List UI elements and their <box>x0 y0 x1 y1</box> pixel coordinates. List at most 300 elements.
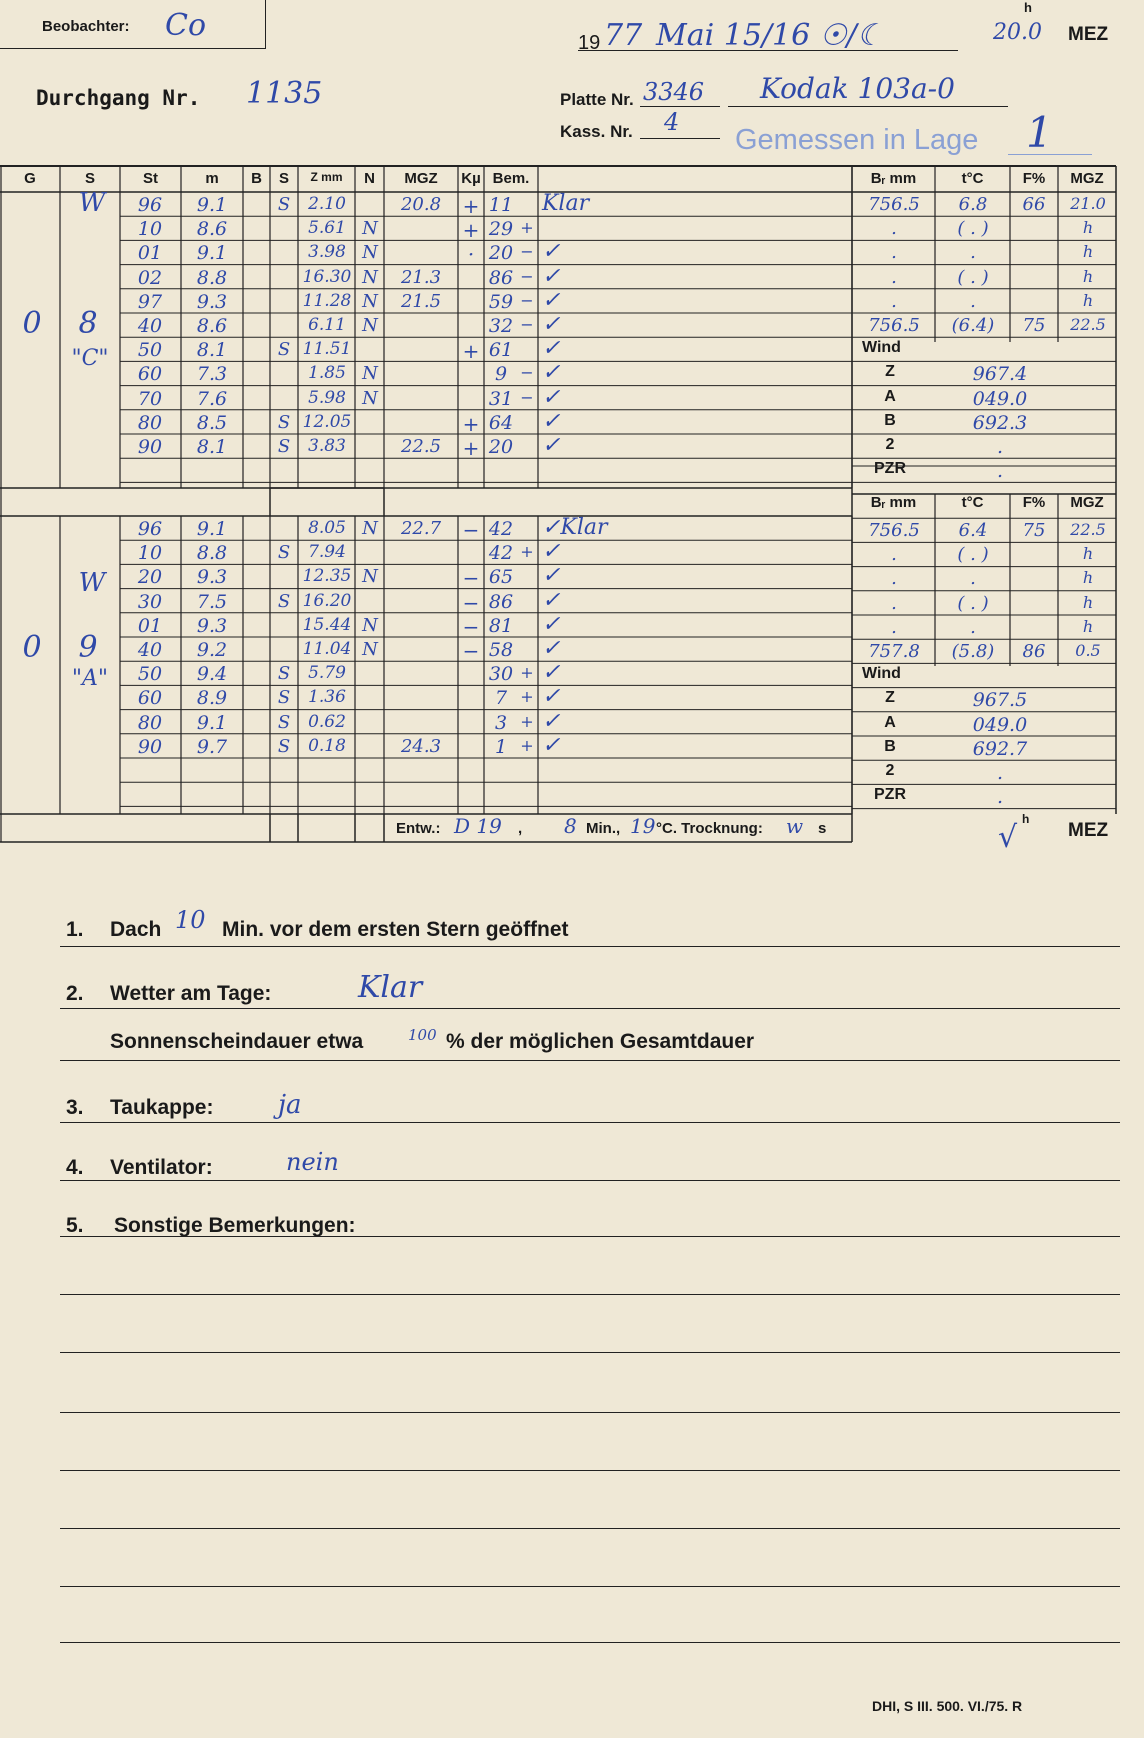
param-label-b: B <box>884 737 896 755</box>
z-value: 3.83 <box>308 436 346 456</box>
z-value: 7.94 <box>308 542 346 563</box>
wind-label: Wind <box>862 339 901 357</box>
s-flag: S <box>277 663 291 685</box>
col-header-5: B <box>251 170 262 187</box>
plate-value: 3346 <box>643 78 705 106</box>
param-label-a: A <box>884 713 896 731</box>
remark: ✓ <box>542 539 561 565</box>
remark: ✓ <box>542 408 561 434</box>
pressure: . <box>891 592 897 614</box>
b1-side-header-4: MGZ <box>1070 170 1104 187</box>
star-number: 80 <box>137 711 163 734</box>
temperature: ( . ) <box>957 592 989 614</box>
param-label-pzr: PZR <box>874 460 906 478</box>
temp-label: °C. Trocknung: <box>656 820 763 837</box>
remark: ✓ <box>542 587 561 613</box>
k-value: 11 <box>488 194 514 216</box>
weather-mgz: h <box>1082 290 1094 310</box>
pressure: 756.5 <box>868 315 920 336</box>
s-flag: S <box>277 194 291 215</box>
param-label-z: Z <box>885 363 895 381</box>
n-flag: N <box>362 363 378 385</box>
star-number: 10 <box>137 218 163 241</box>
remark: ✓ <box>542 660 561 686</box>
temperature: . <box>970 290 976 312</box>
entw-comma: , <box>518 820 523 837</box>
temperature: (5.8) <box>951 641 995 662</box>
magnitude: 9.4 <box>196 663 228 686</box>
col-header-2: S <box>84 170 95 187</box>
z-value: 2.10 <box>308 194 346 214</box>
w-marker: W <box>78 188 106 218</box>
k-value: 9 <box>494 363 508 386</box>
k-sign: − <box>462 639 480 663</box>
weather-mgz: h <box>1082 218 1094 238</box>
s-flag: S <box>277 411 291 433</box>
weather-mgz: h <box>1082 592 1094 612</box>
end-h: h <box>1022 812 1030 826</box>
remark: ✓ <box>542 684 561 710</box>
observer-label: Beobachter: <box>42 18 130 35</box>
note1-text: Min. vor dem ersten Stern geöffnet <box>222 918 569 941</box>
weather-mgz: h <box>1082 544 1094 564</box>
remark: ✓Klar <box>542 515 608 540</box>
star-number: 60 <box>137 363 163 386</box>
note-line-6 <box>60 1236 1120 1237</box>
magnitude: 8.9 <box>196 687 228 710</box>
note-line-11 <box>60 1528 1120 1529</box>
note-line-2 <box>60 1008 1120 1009</box>
remark: ✓ <box>542 287 561 313</box>
star-number: 80 <box>137 411 163 434</box>
weather-mgz: h <box>1082 242 1094 262</box>
star-number: 70 <box>137 387 163 410</box>
magnitude: 7.6 <box>196 387 228 410</box>
weather-mgz: 22.5 <box>1070 315 1106 334</box>
note-line-9 <box>60 1412 1120 1413</box>
note-line-7 <box>60 1294 1120 1295</box>
star-number: 01 <box>137 614 163 637</box>
z-value: 15.44 <box>302 614 352 635</box>
k-sign-2: + <box>520 687 534 707</box>
humidity: 66 <box>1022 194 1046 215</box>
k-sign-2: − <box>520 242 534 262</box>
remark: ✓ <box>542 239 561 265</box>
magnitude: 8.1 <box>196 436 228 458</box>
weather-mgz: 22.5 <box>1070 520 1106 539</box>
date-value: Mai 15/16 ☉/☾ <box>656 18 884 53</box>
note-line-3 <box>60 1060 1120 1061</box>
k-sign: + <box>462 411 480 436</box>
note3-value: ja <box>278 1090 302 1120</box>
magnitude: 9.1 <box>196 518 228 540</box>
star-number: 96 <box>137 518 163 540</box>
magnitude: 9.7 <box>196 735 228 758</box>
magnitude: 9.2 <box>196 639 228 661</box>
magnitude: 9.3 <box>196 614 228 637</box>
remark: ✓ <box>542 636 561 661</box>
param-value-two: . <box>996 436 1004 458</box>
z-value: 5.61 <box>308 218 346 239</box>
n-flag: N <box>362 218 378 240</box>
plate-type: Kodak 103a-0 <box>760 72 955 105</box>
plate-label: Platte Nr. <box>560 90 634 109</box>
k-value: 3 <box>494 711 508 734</box>
k-value: 86 <box>488 266 514 289</box>
mgz-value: 20.8 <box>400 194 442 215</box>
magnitude: 8.8 <box>196 542 228 565</box>
k-value: 64 <box>488 411 514 434</box>
k-value: 81 <box>488 614 514 637</box>
k-sign: − <box>462 518 480 542</box>
star-number: 40 <box>137 315 163 337</box>
mgz-value: 22.5 <box>400 436 442 457</box>
param-value-two: . <box>996 762 1004 784</box>
remark: ✓ <box>542 336 561 362</box>
k-value: 58 <box>488 639 514 661</box>
measured-stamp: Gemessen in Lage <box>735 124 979 156</box>
k-sign: − <box>462 566 480 591</box>
col-header-11: Bem. <box>492 170 530 187</box>
param-value-z: 967.4 <box>972 363 1028 386</box>
magnitude: 8.6 <box>196 315 228 337</box>
magnitude: 8.5 <box>196 411 228 434</box>
temperature: 6.4 <box>958 520 988 541</box>
k-sign-2: − <box>520 266 534 286</box>
k-sign-2: − <box>520 290 534 310</box>
weather-mgz: h <box>1082 568 1094 588</box>
z-value: 16.20 <box>302 590 352 611</box>
mgz-value: 22.7 <box>400 518 442 539</box>
k-value: 29 <box>488 218 514 241</box>
magnitude: 9.3 <box>196 290 228 313</box>
s-flag: S <box>277 339 291 361</box>
measured-value: 1 <box>1026 108 1053 157</box>
col-header-4: m <box>205 170 219 187</box>
k-sign: + <box>462 194 480 218</box>
s-flag: S <box>277 590 291 612</box>
k-value: 7 <box>494 687 508 710</box>
star-number: 02 <box>137 266 163 289</box>
temperature: ( . ) <box>957 266 989 288</box>
star-number: 10 <box>137 542 163 565</box>
n-flag: N <box>362 639 378 660</box>
pressure: . <box>891 544 897 566</box>
k-value: 61 <box>488 339 514 362</box>
min-value: 8 <box>564 814 577 838</box>
k-sign: + <box>462 339 480 364</box>
group-letter: 0 <box>22 630 42 665</box>
z-value: 11.04 <box>302 639 352 659</box>
param-label-two: 2 <box>885 436 895 453</box>
k-value: 20 <box>488 242 514 265</box>
temperature: ( . ) <box>957 218 989 240</box>
magnitude: 8.6 <box>196 218 228 241</box>
note-line-8 <box>60 1352 1120 1353</box>
param-value-pzr: . <box>996 460 1004 483</box>
b2-side-header-3: F% <box>1022 494 1046 511</box>
mgz-value: 21.5 <box>400 290 442 312</box>
z-value: 5.98 <box>308 387 346 408</box>
n-flag: N <box>362 518 378 539</box>
col-header-3: St <box>143 170 158 187</box>
z-value: 8.05 <box>308 518 346 538</box>
k-value: 42 <box>488 518 514 540</box>
humidity: 75 <box>1022 315 1046 336</box>
param-value-b: 692.3 <box>972 411 1028 434</box>
param-value-a: 049.0 <box>972 713 1028 736</box>
s-flag: S <box>277 542 291 564</box>
series-number: 8 <box>78 306 98 341</box>
param-label-two: 2 <box>885 762 895 779</box>
pass-label: Durchgang Nr. <box>36 86 201 110</box>
remark: ✓ <box>542 384 561 410</box>
note1-label: Dach <box>110 918 162 941</box>
n-flag: N <box>362 242 378 264</box>
magnitude: 9.1 <box>196 242 228 265</box>
col-header-10: Kµ <box>461 170 481 187</box>
end-zone: MEZ <box>1068 820 1109 841</box>
note-line-12 <box>60 1586 1120 1587</box>
k-value: 20 <box>488 436 514 458</box>
remark: ✓ <box>542 563 561 589</box>
k-value: 1 <box>494 735 508 758</box>
magnitude: 8.8 <box>196 266 228 289</box>
k-sign-2: + <box>520 711 534 731</box>
b1-side-header-2: t°C <box>961 170 984 187</box>
n-flag: N <box>362 290 378 312</box>
weather-mgz: 21.0 <box>1070 194 1106 213</box>
n-flag: N <box>362 266 378 288</box>
temperature: (6.4) <box>951 315 995 336</box>
param-label-pzr: PZR <box>874 786 906 804</box>
note5-num: 5. <box>66 1214 84 1237</box>
z-value: 6.11 <box>308 315 346 335</box>
z-value: 1.36 <box>308 687 346 708</box>
k-value: 65 <box>488 566 514 589</box>
observer-value: Co <box>165 8 207 43</box>
min-label: Min., <box>586 820 621 837</box>
form-id: DHI, S III. 500. VI./75. R <box>872 1698 1023 1714</box>
b2-side-header-4: MGZ <box>1070 494 1104 511</box>
col-header-8: N <box>364 170 375 187</box>
note-line-1 <box>60 946 1120 947</box>
pressure: 756.5 <box>868 520 920 541</box>
temperature: . <box>970 616 976 638</box>
k-sign-2: + <box>520 542 534 562</box>
remark: Klar <box>542 191 590 216</box>
remark: ✓ <box>542 732 561 758</box>
temperature: . <box>970 242 976 264</box>
param-label-a: A <box>884 387 896 405</box>
col-header-7: Z mm <box>310 170 343 184</box>
note1-num: 1. <box>66 918 84 941</box>
note1-value: 10 <box>175 906 206 934</box>
year-suffix: 77 <box>604 18 643 53</box>
entw-value: D 19 <box>454 814 502 838</box>
b2-side-header-1: Bᵣ mm <box>870 494 917 511</box>
z-value: 11.51 <box>302 339 352 360</box>
code-label: "C" <box>71 346 109 371</box>
weather-mgz: h <box>1082 616 1094 636</box>
time-zone: MEZ <box>1068 24 1109 45</box>
pressure: . <box>891 242 897 264</box>
remark: ✓ <box>542 708 561 734</box>
remark: ✓ <box>542 611 561 637</box>
k-sign: + <box>462 218 480 243</box>
s-flag: S <box>277 436 291 457</box>
humidity: 86 <box>1022 641 1046 662</box>
k-sign-2: − <box>520 387 534 407</box>
b1-side-header-1: Bᵣ mm <box>870 170 917 187</box>
k-sign-2: + <box>520 663 534 683</box>
star-number: 90 <box>137 735 163 758</box>
remark: ✓ <box>542 312 561 337</box>
col-header-9: MGZ <box>404 170 438 187</box>
time-h: h <box>1024 0 1032 15</box>
k-sign: − <box>462 614 480 639</box>
star-number: 96 <box>137 194 163 216</box>
param-value-pzr: . <box>996 786 1004 809</box>
mgz-value: 21.3 <box>400 266 442 288</box>
note-line-13 <box>60 1642 1120 1643</box>
z-value: 5.79 <box>308 663 346 684</box>
weather-mgz: 0.5 <box>1075 641 1101 660</box>
note3-label: Taukappe: <box>110 1096 214 1119</box>
z-value: 12.35 <box>302 566 352 587</box>
k-sign-2: − <box>520 315 534 334</box>
magnitude: 9.3 <box>196 566 228 589</box>
k-value: 31 <box>488 387 514 410</box>
star-number: 90 <box>137 436 163 458</box>
pressure: 756.5 <box>868 194 920 215</box>
param-value-a: 049.0 <box>972 387 1028 410</box>
b1-side-header-3: F% <box>1022 170 1046 187</box>
star-number: 30 <box>137 590 163 613</box>
pressure: . <box>891 616 897 638</box>
z-value: 16.30 <box>302 266 352 287</box>
star-number: 50 <box>137 339 163 362</box>
b2-side-header-2: t°C <box>961 494 984 511</box>
end-time: √ <box>998 820 1018 855</box>
n-flag: N <box>362 614 378 636</box>
star-number: 97 <box>137 290 163 313</box>
z-value: 0.18 <box>308 735 346 756</box>
k-sign-2: + <box>520 735 534 755</box>
mgz-value: 24.3 <box>400 735 442 757</box>
remark: ✓ <box>542 433 561 458</box>
z-value: 0.62 <box>308 711 346 732</box>
magnitude: 7.3 <box>196 363 228 386</box>
sun-value: 100 <box>408 1026 437 1044</box>
star-number: 40 <box>137 639 163 661</box>
entw-label: Entw.: <box>396 820 441 837</box>
star-number: 50 <box>137 663 163 686</box>
note-line-4 <box>60 1122 1120 1123</box>
z-value: 11.28 <box>302 290 352 311</box>
w-marker: W <box>78 568 106 598</box>
remark: ✓ <box>542 263 561 289</box>
s-flag: S <box>277 735 291 757</box>
magnitude: 9.1 <box>196 711 228 734</box>
magnitude: 8.1 <box>196 339 228 362</box>
cassette-value: 4 <box>664 108 680 136</box>
k-value: 30 <box>488 663 514 686</box>
param-value-b: 692.7 <box>972 737 1028 760</box>
note2-num: 2. <box>66 982 84 1005</box>
time-value: 20.0 <box>993 20 1042 45</box>
n-flag: N <box>362 387 378 409</box>
group-letter: 0 <box>22 306 42 341</box>
note-line-10 <box>60 1470 1120 1471</box>
code-label: "A" <box>71 666 109 691</box>
col-header-6: S <box>278 170 289 187</box>
k-sign-2: − <box>520 363 534 383</box>
k-value: 86 <box>488 590 514 613</box>
note2-value: Klar <box>358 970 423 1005</box>
humidity: 75 <box>1022 520 1046 541</box>
col-header-1: G <box>24 170 36 187</box>
note-line-5 <box>60 1180 1120 1181</box>
cassette-label: Kass. Nr. <box>560 122 633 141</box>
sun-label: Sonnenscheindauer etwa <box>110 1030 364 1053</box>
sun-text: % der möglichen Gesamtdauer <box>446 1030 755 1053</box>
note4-value: nein <box>286 1148 339 1176</box>
star-number: 20 <box>137 566 163 589</box>
star-number: 60 <box>137 687 163 710</box>
n-flag: N <box>362 315 378 336</box>
z-value: 3.98 <box>308 242 346 263</box>
k-sign-2: + <box>520 218 534 238</box>
magnitude: 7.5 <box>196 590 228 613</box>
s-flag: S <box>277 687 291 709</box>
param-label-z: Z <box>885 689 895 707</box>
note4-num: 4. <box>66 1156 84 1179</box>
k-value: 32 <box>488 315 514 337</box>
z-value: 12.05 <box>302 411 352 432</box>
series-number: 9 <box>78 630 98 665</box>
k-value: 59 <box>488 290 514 313</box>
year-prefix: 19 <box>578 32 601 54</box>
pressure: . <box>891 266 897 288</box>
pressure: . <box>891 218 897 240</box>
wind-label: Wind <box>862 665 901 683</box>
s-flag: S <box>277 711 291 733</box>
param-value-z: 967.5 <box>972 689 1028 712</box>
k-sign: − <box>462 590 480 615</box>
temperature: 6.8 <box>958 194 988 215</box>
star-number: 01 <box>137 242 163 265</box>
temperature: . <box>970 568 976 590</box>
note3-num: 3. <box>66 1096 84 1119</box>
k-sign: + <box>462 436 480 460</box>
k-value: 42 <box>488 542 514 565</box>
pass-value: 1135 <box>246 76 323 111</box>
n-flag: N <box>362 566 378 588</box>
trock-s: s <box>818 820 827 837</box>
pressure: . <box>891 290 897 312</box>
temperature: ( . ) <box>957 544 989 566</box>
temp-value: 19 <box>630 814 656 838</box>
remark: ✓ <box>542 360 561 386</box>
z-value: 1.85 <box>308 363 346 384</box>
weather-mgz: h <box>1082 266 1094 286</box>
pressure: . <box>891 568 897 590</box>
trock-value: w <box>786 814 804 838</box>
pressure: 757.8 <box>868 641 920 662</box>
note2-label: Wetter am Tage: <box>110 982 272 1005</box>
param-label-b: B <box>884 411 896 429</box>
